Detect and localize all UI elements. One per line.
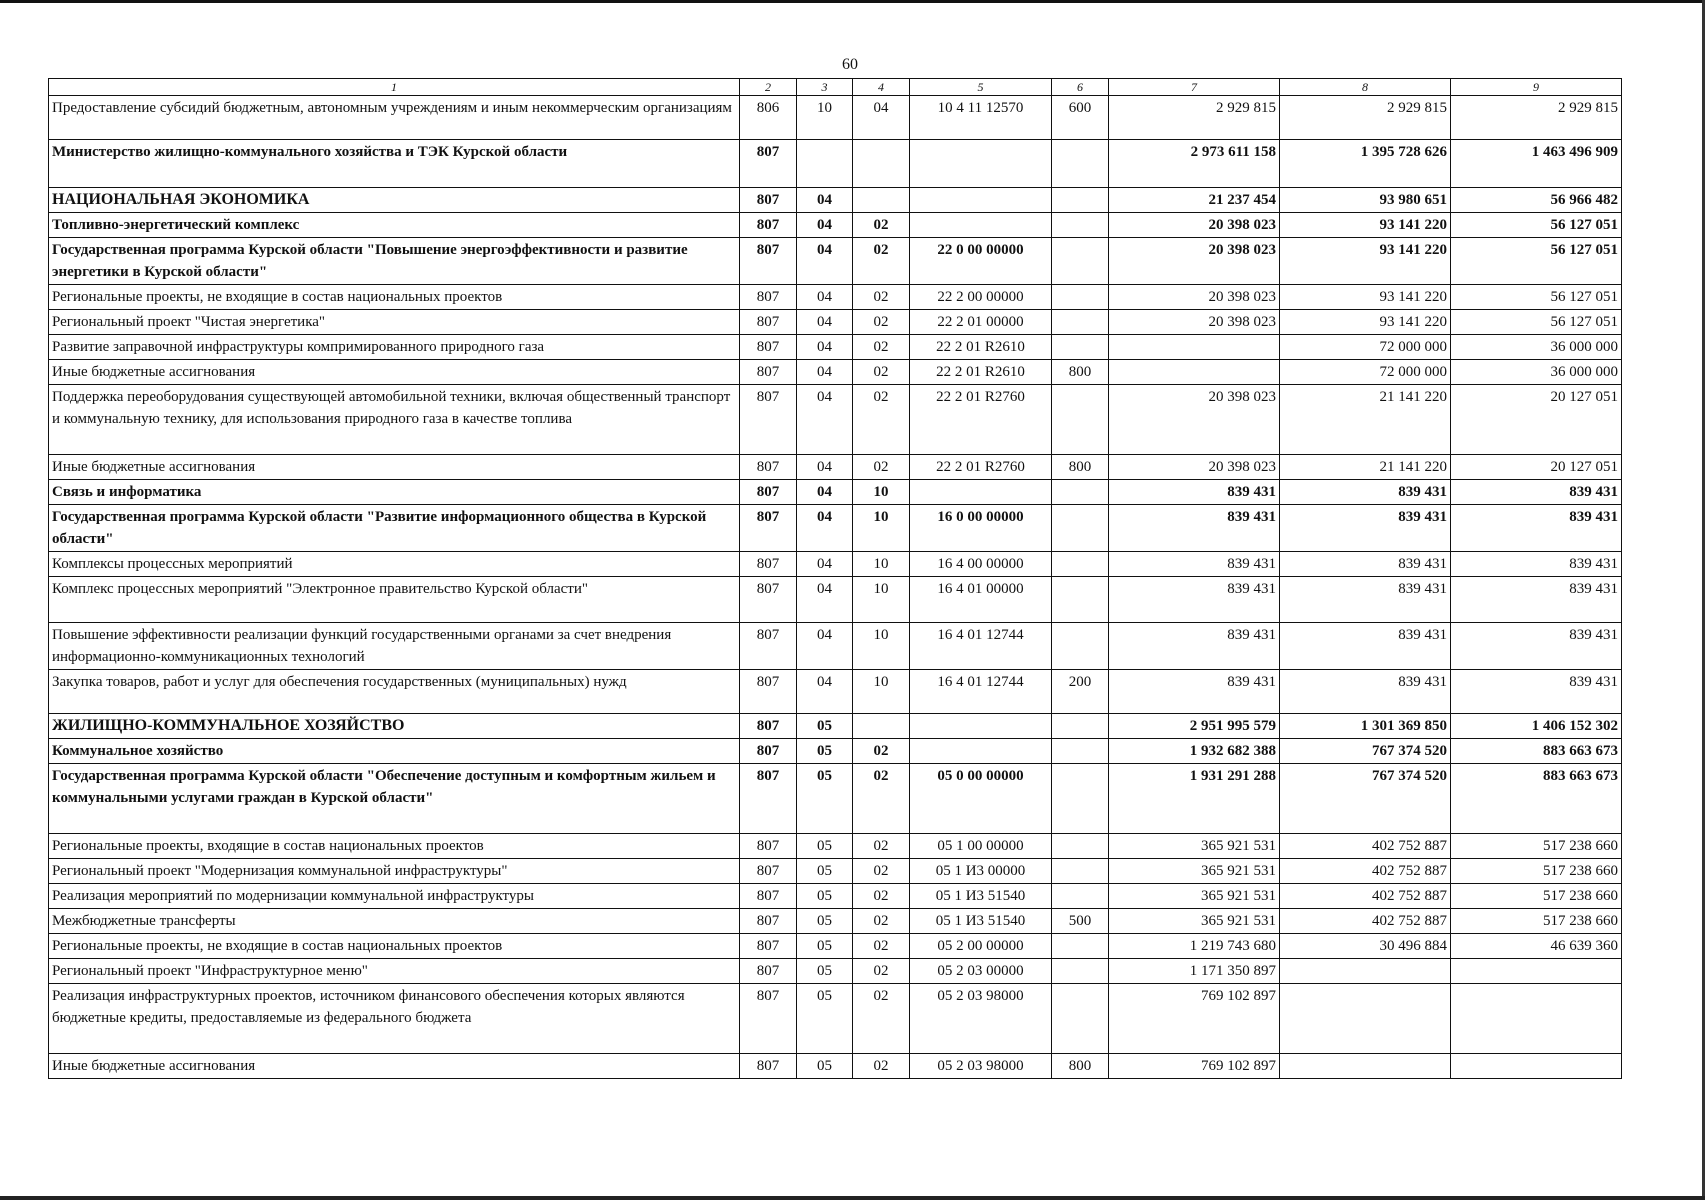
amount-year3-cell: 883 663 673 [1451, 764, 1622, 834]
table-row [49, 335, 1622, 360]
subsection-code-cell: 02 [853, 285, 910, 310]
subsection-code-cell: 02 [853, 360, 910, 385]
section-code-cell: 05 [797, 859, 853, 884]
table-row [49, 552, 1622, 577]
expense-type-cell [1052, 335, 1109, 360]
amount-year1-cell: 839 431 [1109, 670, 1280, 714]
amount-year2-cell: 93 141 220 [1280, 285, 1451, 310]
admin-code-cell: 806 [740, 96, 797, 140]
table-row [49, 739, 1622, 764]
subsection-code-cell: 04 [853, 96, 910, 140]
section-code-cell: 05 [797, 884, 853, 909]
section-code-cell: 04 [797, 455, 853, 480]
admin-code-cell: 807 [740, 909, 797, 934]
expense-type-cell [1052, 884, 1109, 909]
table-row [49, 834, 1622, 859]
target-article-cell [910, 140, 1052, 188]
admin-code-cell: 807 [740, 455, 797, 480]
target-article-cell: 22 2 00 00000 [910, 285, 1052, 310]
section-code-cell [797, 140, 853, 188]
target-article-cell: 05 1 00 00000 [910, 834, 1052, 859]
amount-year1-cell: 839 431 [1109, 623, 1280, 670]
amount-year3-cell: 56 127 051 [1451, 310, 1622, 335]
expense-type-cell [1052, 238, 1109, 285]
target-article-cell: 16 0 00 00000 [910, 505, 1052, 552]
subsection-code-cell: 10 [853, 552, 910, 577]
expense-type-cell [1052, 140, 1109, 188]
row-name-cell: Повышение эффективности реализации функций государственными органами за счет внедрения информационно-коммуникационных технологий [49, 623, 740, 670]
admin-code-cell: 807 [740, 959, 797, 984]
amount-year2-cell: 30 496 884 [1280, 934, 1451, 959]
section-code-cell: 05 [797, 739, 853, 764]
amount-year1-cell [1109, 360, 1280, 385]
amount-year1-cell: 769 102 897 [1109, 984, 1280, 1054]
expense-type-cell: 600 [1052, 96, 1109, 140]
expense-type-cell: 200 [1052, 670, 1109, 714]
amount-year2-cell: 767 374 520 [1280, 764, 1451, 834]
amount-year3-cell: 839 431 [1451, 623, 1622, 670]
target-article-cell: 22 2 01 R2760 [910, 455, 1052, 480]
amount-year1-cell: 1 932 682 388 [1109, 739, 1280, 764]
amount-year2-cell [1280, 1054, 1451, 1079]
expense-type-cell [1052, 984, 1109, 1054]
row-name-cell: Реализация инфраструктурных проектов, источником финансового обеспечения которых являются бюджетные кредиты, предоставляемые из федерального бюджета [49, 984, 740, 1054]
amount-year1-cell: 839 431 [1109, 480, 1280, 505]
admin-code-cell: 807 [740, 764, 797, 834]
table-row [49, 455, 1622, 480]
target-article-cell: 05 1 И3 51540 [910, 884, 1052, 909]
expense-type-cell [1052, 385, 1109, 455]
section-code-cell: 04 [797, 577, 853, 623]
amount-year1-cell [1109, 335, 1280, 360]
admin-code-cell: 807 [740, 984, 797, 1054]
target-article-cell: 22 2 01 R2610 [910, 360, 1052, 385]
amount-year1-cell: 2 929 815 [1109, 96, 1280, 140]
target-article-cell: 05 2 03 98000 [910, 1054, 1052, 1079]
amount-year2-cell: 21 141 220 [1280, 455, 1451, 480]
page-number: 60 [842, 56, 858, 73]
column-number-row [49, 79, 1622, 96]
amount-year2-cell: 93 141 220 [1280, 238, 1451, 285]
amount-year3-cell: 883 663 673 [1451, 739, 1622, 764]
admin-code-cell: 807 [740, 335, 797, 360]
subsection-code-cell: 10 [853, 623, 910, 670]
section-code-cell: 04 [797, 480, 853, 505]
amount-year3-cell: 839 431 [1451, 480, 1622, 505]
column-header: 5 [910, 79, 1052, 96]
row-name-cell: Региональный проект "Чистая энергетика" [49, 310, 740, 335]
table-row [49, 385, 1622, 455]
expense-type-cell [1052, 505, 1109, 552]
table-row [49, 670, 1622, 714]
amount-year3-cell [1451, 959, 1622, 984]
subsection-code-cell: 10 [853, 480, 910, 505]
amount-year2-cell: 402 752 887 [1280, 859, 1451, 884]
amount-year1-cell: 365 921 531 [1109, 884, 1280, 909]
subsection-code-cell: 02 [853, 213, 910, 238]
amount-year2-cell: 2 929 815 [1280, 96, 1451, 140]
admin-code-cell: 807 [740, 140, 797, 188]
subsection-code-cell: 02 [853, 1054, 910, 1079]
section-code-cell: 04 [797, 505, 853, 552]
table-row [49, 480, 1622, 505]
amount-year3-cell: 839 431 [1451, 552, 1622, 577]
amount-year1-cell: 1 931 291 288 [1109, 764, 1280, 834]
admin-code-cell: 807 [740, 310, 797, 335]
table-row [49, 577, 1622, 623]
amount-year2-cell: 839 431 [1280, 552, 1451, 577]
table-row [49, 859, 1622, 884]
table-row [49, 188, 1622, 213]
expense-type-cell [1052, 959, 1109, 984]
admin-code-cell: 807 [740, 739, 797, 764]
column-header: 6 [1052, 79, 1109, 96]
amount-year3-cell: 517 238 660 [1451, 909, 1622, 934]
amount-year2-cell: 839 431 [1280, 670, 1451, 714]
section-code-cell: 10 [797, 96, 853, 140]
table-row [49, 623, 1622, 670]
admin-code-cell: 807 [740, 480, 797, 505]
table-row [49, 1054, 1622, 1079]
subsection-code-cell [853, 188, 910, 213]
amount-year3-cell: 1 463 496 909 [1451, 140, 1622, 188]
column-header: 1 [49, 79, 740, 96]
subsection-code-cell: 10 [853, 577, 910, 623]
target-article-cell: 05 2 03 00000 [910, 959, 1052, 984]
target-article-cell [910, 714, 1052, 739]
column-header: 7 [1109, 79, 1280, 96]
amount-year2-cell: 72 000 000 [1280, 335, 1451, 360]
amount-year1-cell: 769 102 897 [1109, 1054, 1280, 1079]
section-code-cell: 04 [797, 360, 853, 385]
subsection-code-cell: 02 [853, 934, 910, 959]
subsection-code-cell: 10 [853, 670, 910, 714]
amount-year2-cell: 1 301 369 850 [1280, 714, 1451, 739]
amount-year1-cell: 20 398 023 [1109, 285, 1280, 310]
amount-year3-cell: 56 127 051 [1451, 238, 1622, 285]
admin-code-cell: 807 [740, 385, 797, 455]
table-row [49, 285, 1622, 310]
row-name-cell: Поддержка переоборудования существующей автомобильной техники, включая общественный транспорт и коммунальную технику, для использования природного газа в качестве топлива [49, 385, 740, 455]
expense-type-cell: 800 [1052, 455, 1109, 480]
target-article-cell [910, 739, 1052, 764]
admin-code-cell: 807 [740, 285, 797, 310]
row-name-cell: Связь и информатика [49, 480, 740, 505]
amount-year3-cell: 517 238 660 [1451, 834, 1622, 859]
amount-year2-cell [1280, 984, 1451, 1054]
column-header: 9 [1451, 79, 1622, 96]
expense-type-cell [1052, 623, 1109, 670]
amount-year3-cell [1451, 984, 1622, 1054]
table-body [49, 96, 1622, 1079]
section-code-cell: 05 [797, 909, 853, 934]
amount-year3-cell: 56 127 051 [1451, 285, 1622, 310]
expense-type-cell [1052, 577, 1109, 623]
expense-type-cell [1052, 285, 1109, 310]
target-article-cell: 05 2 00 00000 [910, 934, 1052, 959]
row-name-cell: Региональные проекты, входящие в состав национальных проектов [49, 834, 740, 859]
row-name-cell: Иные бюджетные ассигнования [49, 455, 740, 480]
expense-type-cell [1052, 834, 1109, 859]
section-code-cell: 04 [797, 552, 853, 577]
row-name-cell: Развитие заправочной инфраструктуры компримированного природного газа [49, 335, 740, 360]
table-row [49, 884, 1622, 909]
expense-type-cell: 800 [1052, 1054, 1109, 1079]
amount-year1-cell: 839 431 [1109, 552, 1280, 577]
section-code-cell: 05 [797, 959, 853, 984]
subsection-code-cell [853, 714, 910, 739]
expense-type-cell [1052, 739, 1109, 764]
target-article-cell: 05 1 И3 00000 [910, 859, 1052, 884]
amount-year1-cell: 20 398 023 [1109, 385, 1280, 455]
expense-type-cell [1052, 764, 1109, 834]
scan-edge-top [0, 0, 1705, 3]
amount-year3-cell: 56 966 482 [1451, 188, 1622, 213]
subsection-code-cell: 02 [853, 238, 910, 285]
table-row [49, 909, 1622, 934]
table-row [49, 360, 1622, 385]
row-name-cell: Комплекс процессных мероприятий "Электронное правительство Курской области" [49, 577, 740, 623]
table-row [49, 505, 1622, 552]
admin-code-cell: 807 [740, 238, 797, 285]
target-article-cell: 10 4 11 12570 [910, 96, 1052, 140]
expense-type-cell: 500 [1052, 909, 1109, 934]
subsection-code-cell: 02 [853, 385, 910, 455]
target-article-cell: 16 4 01 12744 [910, 623, 1052, 670]
expense-type-cell [1052, 934, 1109, 959]
target-article-cell [910, 213, 1052, 238]
section-code-cell: 04 [797, 213, 853, 238]
table-row [49, 764, 1622, 834]
column-header: 2 [740, 79, 797, 96]
amount-year2-cell: 93 141 220 [1280, 213, 1451, 238]
target-article-cell [910, 480, 1052, 505]
admin-code-cell: 807 [740, 934, 797, 959]
expense-type-cell [1052, 714, 1109, 739]
section-code-cell: 05 [797, 714, 853, 739]
amount-year3-cell: 56 127 051 [1451, 213, 1622, 238]
row-name-cell: Реализация мероприятий по модернизации коммунальной инфраструктуры [49, 884, 740, 909]
target-article-cell: 05 2 03 98000 [910, 984, 1052, 1054]
section-code-cell: 04 [797, 310, 853, 335]
amount-year2-cell: 93 980 651 [1280, 188, 1451, 213]
table-row [49, 238, 1622, 285]
amount-year3-cell: 517 238 660 [1451, 884, 1622, 909]
admin-code-cell: 807 [740, 834, 797, 859]
admin-code-cell: 807 [740, 884, 797, 909]
amount-year1-cell: 20 398 023 [1109, 310, 1280, 335]
expense-type-cell [1052, 480, 1109, 505]
subsection-code-cell: 02 [853, 335, 910, 360]
subsection-code-cell: 02 [853, 984, 910, 1054]
section-code-cell: 04 [797, 670, 853, 714]
admin-code-cell: 807 [740, 213, 797, 238]
section-code-cell: 04 [797, 188, 853, 213]
amount-year3-cell: 2 929 815 [1451, 96, 1622, 140]
amount-year1-cell: 365 921 531 [1109, 834, 1280, 859]
target-article-cell: 05 0 00 00000 [910, 764, 1052, 834]
admin-code-cell: 807 [740, 577, 797, 623]
row-name-cell: Топливно-энергетический комплекс [49, 213, 740, 238]
amount-year1-cell: 20 398 023 [1109, 213, 1280, 238]
amount-year3-cell: 46 639 360 [1451, 934, 1622, 959]
amount-year3-cell: 20 127 051 [1451, 385, 1622, 455]
target-article-cell: 16 4 01 00000 [910, 577, 1052, 623]
amount-year2-cell: 93 141 220 [1280, 310, 1451, 335]
amount-year2-cell: 839 431 [1280, 480, 1451, 505]
amount-year3-cell: 36 000 000 [1451, 335, 1622, 360]
amount-year1-cell: 365 921 531 [1109, 859, 1280, 884]
subsection-code-cell: 02 [853, 310, 910, 335]
amount-year2-cell: 72 000 000 [1280, 360, 1451, 385]
amount-year1-cell: 21 237 454 [1109, 188, 1280, 213]
amount-year1-cell: 1 219 743 680 [1109, 934, 1280, 959]
subsection-code-cell: 02 [853, 859, 910, 884]
target-article-cell: 22 0 00 00000 [910, 238, 1052, 285]
row-name-cell: Иные бюджетные ассигнования [49, 360, 740, 385]
amount-year2-cell: 402 752 887 [1280, 909, 1451, 934]
expense-type-cell [1052, 310, 1109, 335]
admin-code-cell: 807 [740, 623, 797, 670]
target-article-cell: 22 2 01 00000 [910, 310, 1052, 335]
target-article-cell: 22 2 01 R2760 [910, 385, 1052, 455]
subsection-code-cell: 02 [853, 909, 910, 934]
table-row [49, 934, 1622, 959]
section-code-cell: 04 [797, 238, 853, 285]
amount-year2-cell [1280, 959, 1451, 984]
admin-code-cell: 807 [740, 714, 797, 739]
amount-year3-cell: 839 431 [1451, 577, 1622, 623]
section-code-cell: 05 [797, 934, 853, 959]
table-row [49, 959, 1622, 984]
table-row [49, 310, 1622, 335]
table-row [49, 984, 1622, 1054]
table-row [49, 213, 1622, 238]
amount-year2-cell: 767 374 520 [1280, 739, 1451, 764]
amount-year1-cell: 839 431 [1109, 577, 1280, 623]
admin-code-cell: 807 [740, 859, 797, 884]
amount-year3-cell: 839 431 [1451, 670, 1622, 714]
target-article-cell: 16 4 01 12744 [910, 670, 1052, 714]
admin-code-cell: 807 [740, 505, 797, 552]
amount-year3-cell: 20 127 051 [1451, 455, 1622, 480]
target-article-cell: 22 2 01 R2610 [910, 335, 1052, 360]
row-name-cell: Межбюджетные трансферты [49, 909, 740, 934]
scan-edge-bottom [0, 1196, 1705, 1200]
row-name-cell: Региональный проект "Инфраструктурное меню" [49, 959, 740, 984]
subsection-code-cell: 02 [853, 739, 910, 764]
expense-type-cell [1052, 859, 1109, 884]
admin-code-cell: 807 [740, 552, 797, 577]
amount-year3-cell: 839 431 [1451, 505, 1622, 552]
amount-year2-cell: 402 752 887 [1280, 884, 1451, 909]
subsection-code-cell: 02 [853, 764, 910, 834]
expense-type-cell: 800 [1052, 360, 1109, 385]
row-name-cell: Закупка товаров, работ и услуг для обеспечения государственных (муниципальных) нужд [49, 670, 740, 714]
admin-code-cell: 807 [740, 670, 797, 714]
amount-year3-cell [1451, 1054, 1622, 1079]
column-header: 4 [853, 79, 910, 96]
amount-year2-cell: 839 431 [1280, 623, 1451, 670]
section-code-cell: 04 [797, 385, 853, 455]
section-code-cell: 04 [797, 285, 853, 310]
section-code-cell: 05 [797, 984, 853, 1054]
subsection-code-cell: 02 [853, 884, 910, 909]
table-row [49, 96, 1622, 140]
subsection-code-cell: 02 [853, 834, 910, 859]
expense-type-cell [1052, 188, 1109, 213]
table-row [49, 140, 1622, 188]
expense-type-cell [1052, 552, 1109, 577]
amount-year2-cell: 21 141 220 [1280, 385, 1451, 455]
section-code-cell: 05 [797, 764, 853, 834]
expense-type-cell [1052, 213, 1109, 238]
row-name-cell: Государственная программа Курской области "Обеспечение доступным и комфортным жильем и коммунальными услугами граждан в Курской области" [49, 764, 740, 834]
amount-year1-cell: 2 951 995 579 [1109, 714, 1280, 739]
section-code-cell: 04 [797, 335, 853, 360]
target-article-cell: 16 4 00 00000 [910, 552, 1052, 577]
row-name-cell: ЖИЛИЩНО-КОММУНАЛЬНОЕ ХОЗЯЙСТВО [49, 714, 740, 739]
row-name-cell: Государственная программа Курской области "Развитие информационного общества в Курской области" [49, 505, 740, 552]
amount-year3-cell: 1 406 152 302 [1451, 714, 1622, 739]
column-header: 3 [797, 79, 853, 96]
amount-year2-cell: 839 431 [1280, 577, 1451, 623]
subsection-code-cell: 02 [853, 455, 910, 480]
amount-year1-cell: 1 171 350 897 [1109, 959, 1280, 984]
subsection-code-cell [853, 140, 910, 188]
subsection-code-cell: 02 [853, 959, 910, 984]
section-code-cell: 05 [797, 834, 853, 859]
amount-year1-cell: 20 398 023 [1109, 455, 1280, 480]
amount-year3-cell: 36 000 000 [1451, 360, 1622, 385]
section-code-cell: 04 [797, 623, 853, 670]
amount-year2-cell: 839 431 [1280, 505, 1451, 552]
admin-code-cell: 807 [740, 360, 797, 385]
admin-code-cell: 807 [740, 188, 797, 213]
table-row [49, 714, 1622, 739]
row-name-cell: Предоставление субсидий бюджетным, автономным учреждениям и иным некоммерческим организациям [49, 96, 740, 140]
amount-year2-cell: 1 395 728 626 [1280, 140, 1451, 188]
row-name-cell: Иные бюджетные ассигнования [49, 1054, 740, 1079]
row-name-cell: Региональные проекты, не входящие в состав национальных проектов [49, 285, 740, 310]
amount-year1-cell: 20 398 023 [1109, 238, 1280, 285]
row-name-cell: Государственная программа Курской области "Повышение энергоэффективности и развитие энергетики в Курской области" [49, 238, 740, 285]
section-code-cell: 05 [797, 1054, 853, 1079]
row-name-cell: Региональные проекты, не входящие в состав национальных проектов [49, 934, 740, 959]
row-name-cell: НАЦИОНАЛЬНАЯ ЭКОНОМИКА [49, 188, 740, 213]
row-name-cell: Коммунальное хозяйство [49, 739, 740, 764]
amount-year3-cell: 517 238 660 [1451, 859, 1622, 884]
subsection-code-cell: 10 [853, 505, 910, 552]
amount-year1-cell: 839 431 [1109, 505, 1280, 552]
amount-year1-cell: 365 921 531 [1109, 909, 1280, 934]
amount-year1-cell: 2 973 611 158 [1109, 140, 1280, 188]
column-header: 8 [1280, 79, 1451, 96]
target-article-cell [910, 188, 1052, 213]
row-name-cell: Комплексы процессных мероприятий [49, 552, 740, 577]
row-name-cell: Региональный проект "Модернизация коммунальной инфраструктуры" [49, 859, 740, 884]
admin-code-cell: 807 [740, 1054, 797, 1079]
row-name-cell: Министерство жилищно-коммунального хозяйства и ТЭК Курской области [49, 140, 740, 188]
budget-table [48, 78, 1622, 1079]
amount-year2-cell: 402 752 887 [1280, 834, 1451, 859]
target-article-cell: 05 1 И3 51540 [910, 909, 1052, 934]
